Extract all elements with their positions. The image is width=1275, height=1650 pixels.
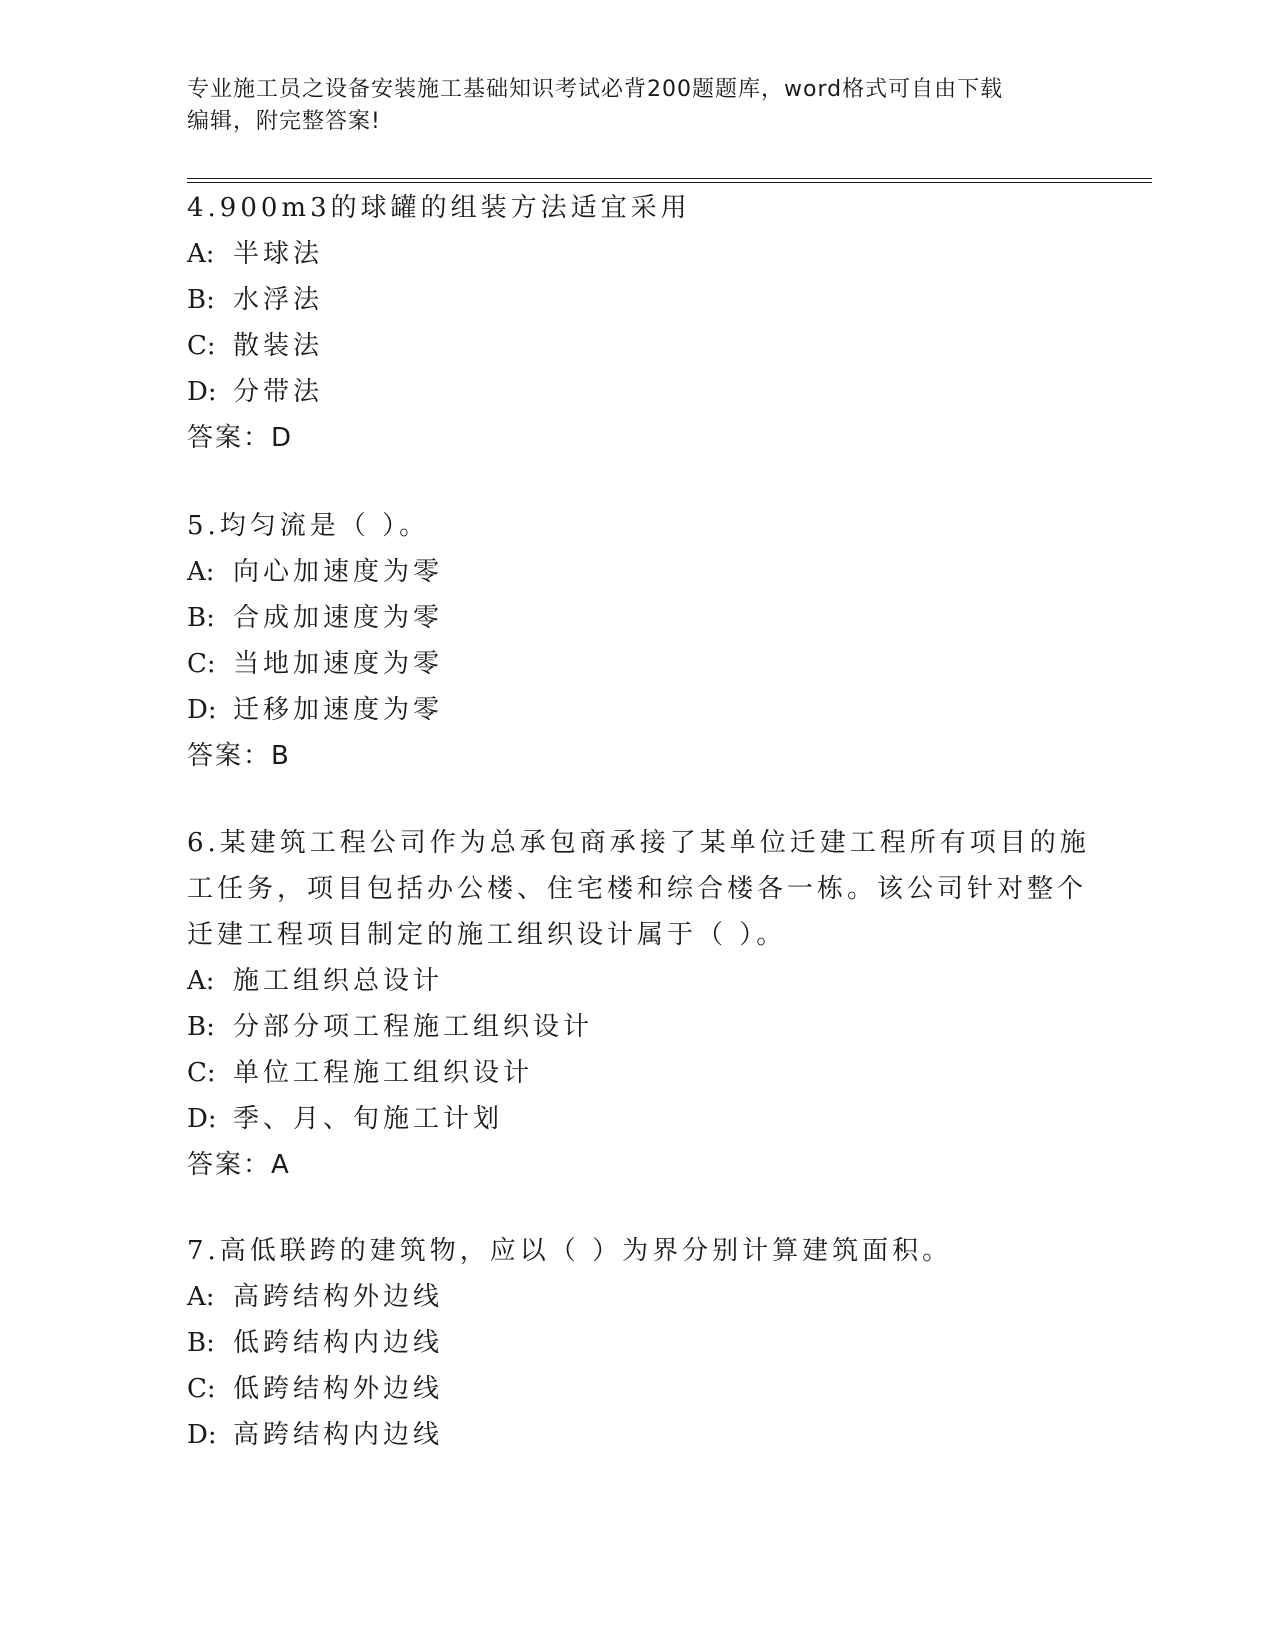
option-letter: A: xyxy=(187,966,215,996)
option-b xyxy=(187,1320,1067,1366)
option-letter: A: xyxy=(187,239,215,269)
option-a xyxy=(187,231,1067,277)
option-b xyxy=(187,1004,1067,1050)
option-text: 分带法 xyxy=(233,377,324,407)
header-line-1: 专业施工员之设备安装施工基础知识考试必背200题题库，word格式可自由下载 xyxy=(187,77,1004,102)
answer-line: 答案：D xyxy=(187,423,294,453)
option-b xyxy=(187,595,1067,641)
option-d xyxy=(187,1096,1067,1142)
option-d xyxy=(187,1412,1067,1458)
option-text: 向心加速度为零 xyxy=(233,557,444,587)
option-text: 散装法 xyxy=(233,331,324,361)
question-5 xyxy=(187,503,1067,779)
option-letter: C: xyxy=(187,1374,216,1404)
option-text: 高跨结构外边线 xyxy=(233,1282,444,1312)
option-text: 水浮法 xyxy=(233,285,324,315)
option-letter: C: xyxy=(187,649,216,679)
option-d xyxy=(187,369,1067,415)
question-7 xyxy=(187,1228,1067,1458)
option-d xyxy=(187,687,1067,733)
question-stem: 4.900m3的球罐的组装方法适宜采用 xyxy=(187,193,691,223)
option-letter: D: xyxy=(187,1420,217,1450)
header-divider xyxy=(187,178,1152,183)
option-text: 分部分项工程施工组织设计 xyxy=(233,1012,594,1042)
question-stem-line-2: 工任务，项目包括办公楼、住宅楼和综合楼各一栋。该公司针对整个 xyxy=(187,874,1088,904)
answer-line: 答案：A xyxy=(187,1150,291,1180)
option-letter: A: xyxy=(187,557,215,587)
option-letter: B: xyxy=(187,285,215,315)
option-a xyxy=(187,549,1067,595)
option-a xyxy=(187,958,1067,1004)
option-letter: A: xyxy=(187,1282,215,1312)
option-letter: D: xyxy=(187,695,217,725)
option-letter: C: xyxy=(187,1058,216,1088)
option-b xyxy=(187,277,1067,323)
option-text: 迁移加速度为零 xyxy=(233,695,444,725)
option-letter: D: xyxy=(187,1104,217,1134)
question-6 xyxy=(187,820,1090,1188)
question-stem-line-3: 迁建工程项目制定的施工组织设计属于（ ）。 xyxy=(187,920,787,950)
option-text: 低跨结构内边线 xyxy=(233,1328,444,1358)
question-stem: 7.高低联跨的建筑物，应以（ ）为界分别计算建筑面积。 xyxy=(187,1236,953,1266)
option-text: 低跨结构外边线 xyxy=(233,1374,444,1404)
option-letter: D: xyxy=(187,377,217,407)
header-line-2: 编辑，附完整答案! xyxy=(187,109,381,134)
option-text: 施工组织总设计 xyxy=(233,966,444,996)
option-letter: B: xyxy=(187,603,215,633)
question-stem-line-1: 6.某建筑工程公司作为总承包商承接了某单位迁建工程所有项目的施 xyxy=(187,828,1090,858)
option-text: 季、月、旬施工计划 xyxy=(233,1104,504,1134)
option-text: 当地加速度为零 xyxy=(233,649,444,679)
question-4 xyxy=(187,185,1067,461)
option-text: 单位工程施工组织设计 xyxy=(233,1058,534,1088)
option-text: 高跨结构内边线 xyxy=(233,1420,444,1450)
option-c xyxy=(187,641,1067,687)
option-letter: B: xyxy=(187,1012,215,1042)
option-letter: B: xyxy=(187,1328,215,1358)
option-letter: C: xyxy=(187,331,216,361)
document-header xyxy=(187,74,1067,138)
answer-line: 答案：B xyxy=(187,741,291,771)
question-stem: 5.均匀流是（ ）。 xyxy=(187,511,430,541)
option-c xyxy=(187,1050,1067,1096)
option-a xyxy=(187,1274,1067,1320)
option-c xyxy=(187,1366,1067,1412)
option-text: 合成加速度为零 xyxy=(233,603,444,633)
option-text: 半球法 xyxy=(233,239,324,269)
option-c xyxy=(187,323,1067,369)
